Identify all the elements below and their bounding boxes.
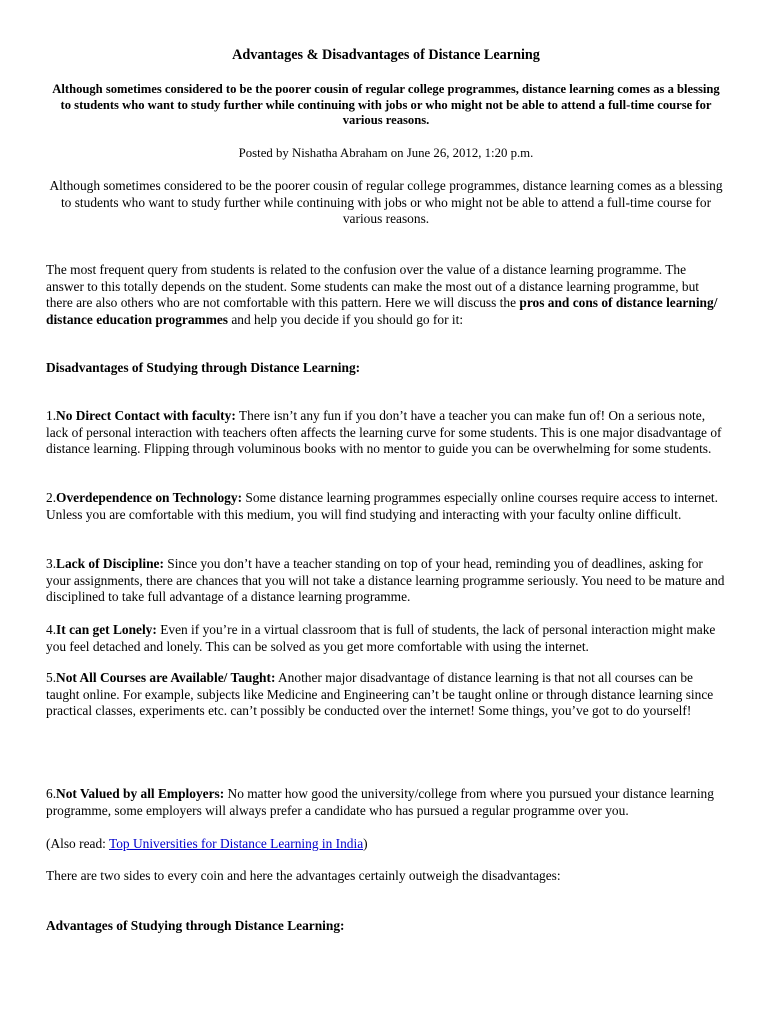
intro-paragraph-text-end: and help you decide if you should go for it: (228, 311, 464, 327)
article-intro: Although sometimes considered to be the poorer cousin of regular college programmes, distance learning comes as a blessing to students who want to study further while continuing with jobs or who might not be able to attend a full-time course for various reasons. (49, 178, 723, 226)
point-number: 2. (46, 490, 57, 505)
point-title: No Direct Contact with faculty: (56, 408, 236, 423)
point-text: Even if you’re in a virtual classroom that is full of students, the lack of personal interaction might make you feel detached and lonely. This can be solved as you get more comfortable with using the internet. (46, 622, 716, 654)
also-read-suffix: ) (363, 836, 368, 851)
point-5 (46, 670, 726, 720)
point-3 (46, 556, 726, 606)
point-number: 4. (46, 622, 57, 637)
point-text: Another major disadvantage of distance learning is that not all courses can be taught online. For example, subjects like Medicine and Engineering can’t be taught online or through distance learning since practical classes, experiments etc. can’t possibly be conducted over the internet! Some things, you’ve got to do yourself! (46, 670, 714, 718)
point-text: There isn’t any fun if you don’t have a teacher you can make fun of! On a serious note, lack of personal interaction with teachers often affects the learning curve for some students. This is one major disadvantage of distance learning. Flipping through voluminous books with no mentor to guide you can be overwhelming for some students. (46, 408, 722, 456)
advantages-heading: Advantages of Studying through Distance Learning: (46, 918, 345, 933)
point-text: No matter how good the university/college from where you pursued your distance learning programme, some employers will always prefer a candidate who has pursued a regular programme over you. (46, 786, 714, 818)
point-text: Some distance learning programmes especially online courses require access to internet. Unless you are comfortable with this medium, you will find studying and interacting with your faculty online difficult. (46, 490, 718, 522)
intro-paragraph (46, 262, 726, 328)
article-byline: Posted by Nishatha Abraham on June 26, 2012, 1:20 p.m. (238, 146, 534, 160)
point-number: 6. (46, 786, 57, 801)
point-6 (46, 786, 726, 819)
article-lede: Although sometimes considered to be the poorer cousin of regular college programmes, distance learning comes as a blessing to students who want to study further while continuing with jobs or who might not be able to attend a full-time course for various reasons. (52, 82, 720, 128)
point-title: Overdependence on Technology: (56, 490, 243, 505)
also-read-prefix: (Also read: (46, 836, 109, 851)
also-read (46, 836, 726, 853)
point-2 (46, 490, 726, 523)
point-number: 1. (46, 408, 57, 423)
top-universities-link[interactable]: Top Universities for Distance Learning in India (108, 836, 364, 851)
disadvantages-heading: Disadvantages of Studying through Distance Learning: (46, 360, 361, 375)
intro-paragraph-bold: pros and cons of distance learning/ distance education programmes (46, 295, 718, 327)
point-text: Since you don’t have a teacher standing on top of your head, reminding you of deadlines, asking for your assignments, there are chances that you will not take a distance learning programme seriously. You need to be mature and disciplined to take full advantage of a distance learning programme. (46, 556, 725, 604)
point-number: 5. (46, 670, 57, 685)
two-sides-paragraph: There are two sides to every coin and here the advantages certainly outweigh the disadvantages: (46, 868, 561, 883)
point-title: Not All Courses are Available/ Taught: (56, 670, 276, 685)
point-title: Not Valued by all Employers: (56, 786, 225, 801)
intro-paragraph-text: The most frequent query from students is related to the confusion over the value of a distance learning programme. The answer to this totally depends on the student. Some students can make the most out of a distance learning programme, but there are also others who are not comfortable with this pattern. Here we will discuss the (46, 262, 700, 310)
point-1 (46, 408, 726, 458)
point-4 (46, 622, 726, 655)
point-title: Lack of Discipline: (56, 556, 164, 571)
article-title: Advantages & Disadvantages of Distance Learning (232, 47, 540, 63)
point-number: 3. (46, 556, 57, 571)
point-title: It can get Lonely: (56, 622, 157, 637)
